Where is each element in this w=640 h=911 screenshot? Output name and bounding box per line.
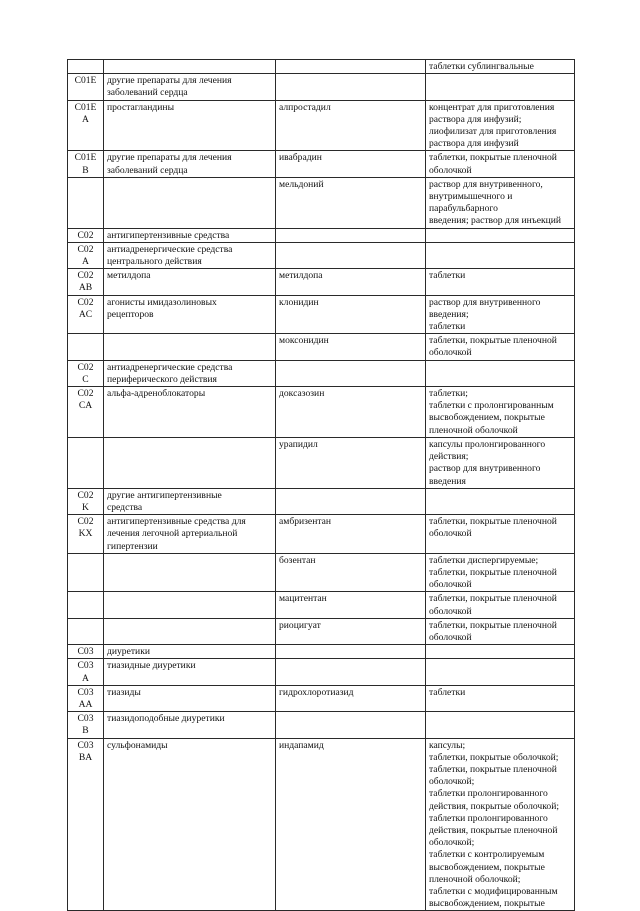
atc-code-cell xyxy=(68,618,104,644)
dosage-forms-cell: капсулы пролонгированного действия; раствор для внутривенного введения xyxy=(426,437,575,488)
anatomical-group-cell xyxy=(104,334,276,360)
atc-code-cell: C03 BA xyxy=(68,738,104,911)
drug-name-cell: урапидил xyxy=(276,437,426,488)
drug-name-cell: бозентан xyxy=(276,553,426,592)
table-row xyxy=(68,387,575,438)
anatomical-group-cell: альфа-адреноблокаторы xyxy=(104,387,276,438)
atc-code-cell: C02 K xyxy=(68,488,104,514)
dosage-forms-cell xyxy=(426,645,575,659)
table-row xyxy=(68,685,575,711)
drug-name-cell: клонидин xyxy=(276,295,426,334)
atc-code-cell xyxy=(68,60,104,74)
table-row xyxy=(68,515,575,554)
table-row xyxy=(68,242,575,268)
table-row xyxy=(68,100,575,151)
atc-code-cell: C03 AA xyxy=(68,685,104,711)
dosage-forms-cell: таблетки, покрытые пленочной оболочкой xyxy=(426,515,575,554)
table-row xyxy=(68,74,575,100)
atc-code-cell xyxy=(68,177,104,228)
table-row xyxy=(68,151,575,177)
table-row xyxy=(68,437,575,488)
table-row xyxy=(68,488,575,514)
drug-name-cell xyxy=(276,645,426,659)
anatomical-group-cell: тиазидоподобные диуретики xyxy=(104,712,276,738)
atc-code-cell: C03 B xyxy=(68,712,104,738)
dosage-forms-cell: таблетки xyxy=(426,685,575,711)
dosage-forms-cell xyxy=(426,360,575,386)
drug-name-cell: ивабрадин xyxy=(276,151,426,177)
anatomical-group-cell: простагландины xyxy=(104,100,276,151)
dosage-forms-cell xyxy=(426,242,575,268)
drug-name-cell xyxy=(276,74,426,100)
table-row xyxy=(68,618,575,644)
atc-code-cell: C02 CA xyxy=(68,387,104,438)
table-row xyxy=(68,228,575,242)
atc-code-cell: C02 AC xyxy=(68,295,104,334)
dosage-forms-cell: таблетки; таблетки с пролонгированным высвобождением, покрытые пленочной оболочкой xyxy=(426,387,575,438)
table-row xyxy=(68,712,575,738)
anatomical-group-cell: антигипертензивные средства xyxy=(104,228,276,242)
table-row xyxy=(68,177,575,228)
drug-name-cell: индапамид xyxy=(276,738,426,911)
atc-code-cell xyxy=(68,334,104,360)
dosage-forms-cell xyxy=(426,228,575,242)
atc-code-cell: C02 KX xyxy=(68,515,104,554)
dosage-forms-cell: концентрат для приготовления раствора для инфузий; лиофилизат для приготовления раствора для инфузий xyxy=(426,100,575,151)
document-page xyxy=(67,59,574,911)
dosage-forms-cell: таблетки диспергируемые; таблетки, покрытые пленочной оболочкой xyxy=(426,553,575,592)
atc-code-cell: C02 xyxy=(68,228,104,242)
anatomical-group-cell: диуретики xyxy=(104,645,276,659)
atc-code-cell xyxy=(68,553,104,592)
drug-name-cell xyxy=(276,228,426,242)
table-row xyxy=(68,645,575,659)
atc-code-cell: C02 C xyxy=(68,360,104,386)
anatomical-group-cell: агонисты имидазолиновых рецепторов xyxy=(104,295,276,334)
anatomical-group-cell xyxy=(104,618,276,644)
dosage-forms-cell: таблетки, покрытые пленочной оболочкой xyxy=(426,334,575,360)
atc-code-cell xyxy=(68,592,104,618)
anatomical-group-cell: антиадренергические средства центрального действия xyxy=(104,242,276,268)
drug-name-cell xyxy=(276,659,426,685)
dosage-forms-cell: раствор для внутривенного, внутримышечного и парабульбарного введения; раствор для инъекций xyxy=(426,177,575,228)
drug-name-cell xyxy=(276,60,426,74)
table-row xyxy=(68,295,575,334)
anatomical-group-cell xyxy=(104,177,276,228)
table-row xyxy=(68,60,575,74)
atc-code-cell: C01E xyxy=(68,74,104,100)
drug-name-cell: доксазозин xyxy=(276,387,426,438)
atc-code-cell: C01E A xyxy=(68,100,104,151)
drug-name-cell xyxy=(276,360,426,386)
drug-name-cell xyxy=(276,242,426,268)
drug-name-cell xyxy=(276,712,426,738)
drug-name-cell: риоцигуат xyxy=(276,618,426,644)
anatomical-group-cell: другие препараты для лечения заболеваний сердца xyxy=(104,74,276,100)
dosage-forms-cell: таблетки xyxy=(426,269,575,295)
anatomical-group-cell: другие препараты для лечения заболеваний сердца xyxy=(104,151,276,177)
atc-code-cell xyxy=(68,437,104,488)
drug-name-cell: мацитентан xyxy=(276,592,426,618)
atc-code-cell: C01E B xyxy=(68,151,104,177)
drug-name-cell: гидрохлоротиазид xyxy=(276,685,426,711)
dosage-forms-cell: таблетки, покрытые пленочной оболочкой xyxy=(426,592,575,618)
table-row xyxy=(68,269,575,295)
atc-code-cell: C03 A xyxy=(68,659,104,685)
dosage-forms-cell: таблетки, покрытые пленочной оболочкой xyxy=(426,618,575,644)
anatomical-group-cell xyxy=(104,437,276,488)
dosage-forms-cell: капсулы; таблетки, покрытые оболочкой; таблетки, покрытые пленочной оболочкой; таблетки пролонгированного действия, покрытые оболочкой; таблетки пролонгированного действия, покрытые пленочной оболочкой; таблетки с контролируемым высвобождением, покрытые пленочной оболочкой; таблетки с модифицированным высвобождением, покрытые xyxy=(426,738,575,911)
dosage-forms-cell xyxy=(426,712,575,738)
drug-name-cell: мельдоний xyxy=(276,177,426,228)
anatomical-group-cell: тиазиды xyxy=(104,685,276,711)
anatomical-group-cell: другие антигипертензивные средства xyxy=(104,488,276,514)
drug-name-cell: моксонидин xyxy=(276,334,426,360)
dosage-forms-cell xyxy=(426,488,575,514)
anatomical-group-cell: антиадренергические средства периферического действия xyxy=(104,360,276,386)
anatomical-group-cell xyxy=(104,553,276,592)
anatomical-group-cell: антигипертензивные средства для лечения легочной артериальной гипертензии xyxy=(104,515,276,554)
dosage-forms-cell xyxy=(426,74,575,100)
anatomical-group-cell: тиазидные диуретики xyxy=(104,659,276,685)
table-row xyxy=(68,659,575,685)
drug-name-cell: амбризентан xyxy=(276,515,426,554)
dosage-forms-cell xyxy=(426,659,575,685)
table-row xyxy=(68,592,575,618)
anatomical-group-cell: сульфонамиды xyxy=(104,738,276,911)
dosage-forms-cell: таблетки, покрытые пленочной оболочкой xyxy=(426,151,575,177)
atc-code-cell: C03 xyxy=(68,645,104,659)
table-body xyxy=(68,60,575,911)
dosage-forms-cell: таблетки сублингвальные xyxy=(426,60,575,74)
atc-code-cell: C02 A xyxy=(68,242,104,268)
anatomical-group-cell xyxy=(104,60,276,74)
drug-name-cell: метилдопа xyxy=(276,269,426,295)
anatomical-group-cell xyxy=(104,592,276,618)
atc-code-cell: C02 AB xyxy=(68,269,104,295)
table-row xyxy=(68,334,575,360)
drug-classification-table xyxy=(67,59,575,911)
anatomical-group-cell: метилдопа xyxy=(104,269,276,295)
table-row xyxy=(68,360,575,386)
dosage-forms-cell: раствор для внутривенного введения; таблетки xyxy=(426,295,575,334)
table-row xyxy=(68,553,575,592)
drug-name-cell xyxy=(276,488,426,514)
table-row xyxy=(68,738,575,911)
drug-name-cell: алпростадил xyxy=(276,100,426,151)
